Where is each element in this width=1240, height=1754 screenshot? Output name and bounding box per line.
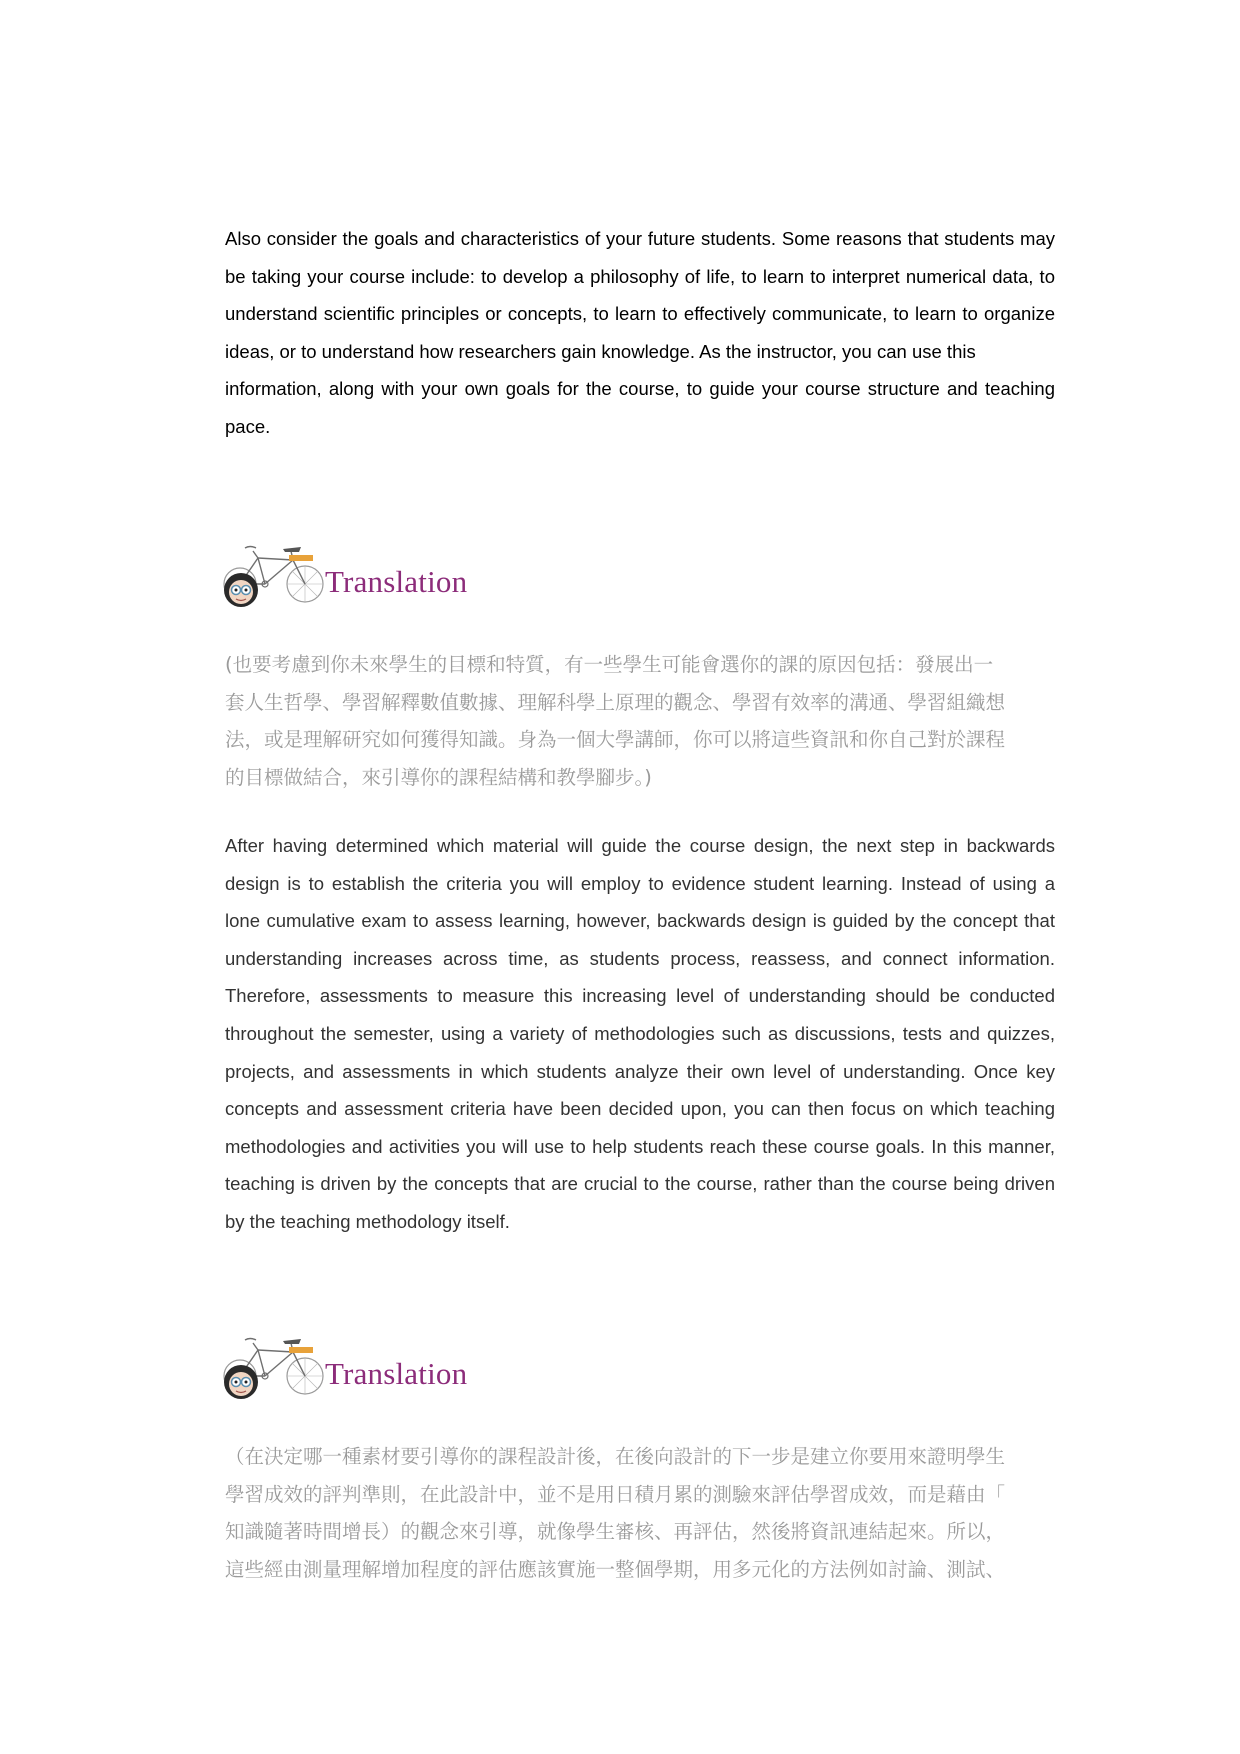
text-line: throughout the semester, using a variety of methodologies such as discussions, tests and quizzes, bbox=[225, 1022, 1055, 1044]
text-line: methodologies and activities you will use to help students reach these course goals. In this manner, bbox=[225, 1135, 1055, 1157]
text-line: 套人生哲學、學習解釋數值數據、理解科學上原理的觀念、學習有效率的溝通、學習組織想 bbox=[225, 690, 1006, 714]
translation-text bbox=[225, 646, 1055, 796]
text-line: （在決定哪一種素材要引導你的課程設計後，在後向設計的下一步是建立你要用來證明學生 bbox=[225, 1445, 1006, 1468]
text-line: 知識隨著時間增長）的觀念來引導，就像學生審核、再評估，然後將資訊連結起來。所以， bbox=[225, 1520, 1006, 1544]
text-line: understanding increases across time, as students process, reassess, and connect information. bbox=[225, 947, 1055, 969]
face-icon bbox=[223, 1364, 263, 1404]
text-line: Also consider the goals and characteristics of your future students. Some reasons that students may bbox=[225, 228, 1055, 249]
text-line: design is to establish the criteria you will employ to evidence student learning. Instead of using a bbox=[225, 872, 1055, 894]
text-line: be taking your course include: to develop a philosophy of life, to learn to interpret numerical data, to bbox=[225, 265, 1055, 287]
text-line: (也要考慮到你未來學生的目標和特質，有一些學生可能會選你的課的原因包括：發展出一 bbox=[225, 653, 994, 676]
translation-text bbox=[225, 1438, 1055, 1588]
translation-badge bbox=[223, 538, 483, 608]
text-line: 這些經由測量理解增加程度的評估應該實施一整個學期，用多元化的方法例如討論、測試、 bbox=[225, 1557, 1006, 1581]
text-line: 法，或是理解研究如何獲得知識。身為一個大學講師，你可以將這些資訊和你自己對於課程 bbox=[225, 728, 1006, 752]
paragraph-backwards-design bbox=[225, 827, 1055, 1241]
text-line: 學習成效的評判準則，在此設計中，並不是用日積月累的測驗來評估學習成效，而是藉由「 bbox=[225, 1482, 1006, 1506]
text-line: lone cumulative exam to assess learning, however, backwards design is guided by the concept that bbox=[225, 910, 1055, 932]
text-line: understand scientific principles or concepts, to learn to effectively communicate, to learn to organize bbox=[225, 303, 1055, 325]
paragraph-goals bbox=[225, 220, 1055, 446]
text-line: 的目標做結合，來引導你的課程結構和教學腳步。) bbox=[225, 765, 652, 789]
text-line: After having determined which material will guide the course design, the next step in backwards bbox=[225, 835, 1055, 856]
text-line: Therefore, assessments to measure this increasing level of understanding should be conducted bbox=[225, 985, 1055, 1007]
text-line: projects, and assessments in which students analyze their own level of understanding. Once key bbox=[225, 1060, 1055, 1082]
translation-badge bbox=[223, 1330, 483, 1400]
translation-label: Translation bbox=[325, 564, 468, 599]
text-line: pace. bbox=[225, 415, 271, 437]
translation-label: Translation bbox=[325, 1356, 468, 1391]
text-line: information, along with your own goals for the course, to guide your course structure and teaching bbox=[225, 378, 1055, 400]
text-line: ideas, or to understand how researchers gain knowledge. As the instructor, you can use this bbox=[225, 340, 976, 362]
face-icon bbox=[223, 572, 263, 612]
text-line: by the teaching methodology itself. bbox=[225, 1210, 510, 1232]
text-line: concepts and assessment criteria have been decided upon, you can then focus on which teaching bbox=[225, 1098, 1055, 1120]
text-line: teaching is driven by the concepts that are crucial to the course, rather than the course being driven bbox=[225, 1173, 1055, 1195]
